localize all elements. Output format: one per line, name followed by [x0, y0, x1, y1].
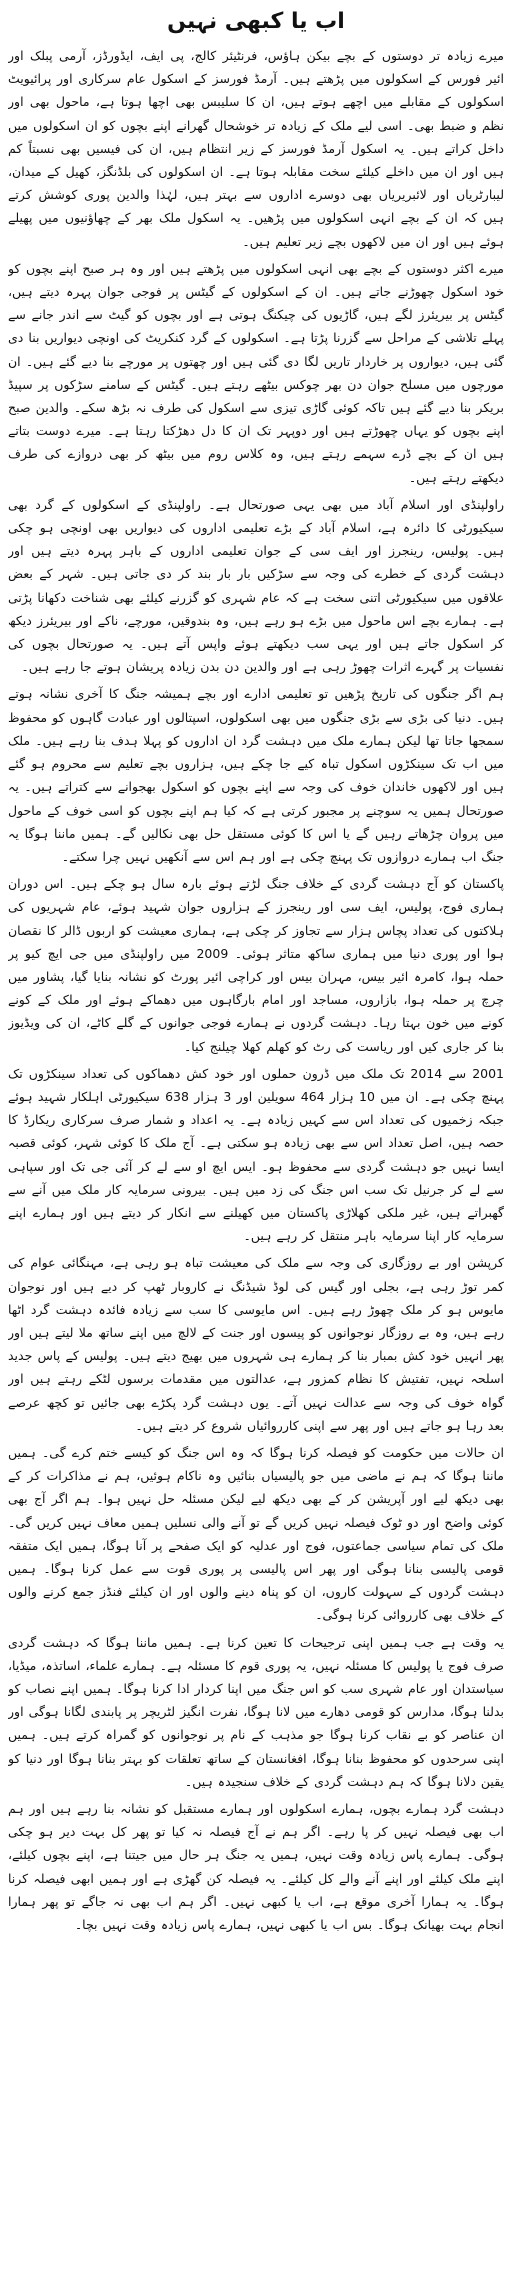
article-body — [8, 44, 504, 2289]
article-headline: اب یا کبھی نہیں — [167, 9, 345, 34]
article-paragraph: 2001 سے 2014 تک ملک میں ڈرون حملوں اور خود کش دھماکوں کی تعداد سینکڑوں تک پہنچ چکی ہے۔ ان میں 10 ہزار 464 سویلین اور 3 ہزار 638 سیکیورٹی اہلکار شہید ہوئے جبکہ زخمیوں کی تعداد اس سے کہیں زیادہ ہے۔ یہ اعداد و شمار صرف سرکاری ریکارڈ کا حصہ ہیں، اصل تعداد اس سے بھی زیادہ ہو سکتی ہے۔ آج ملک کا کوئی شہر، کوئی قصبہ ایسا نہیں جو دہشت گردی سے محفوظ ہو۔ ایس ایچ او سے لے کر آئی جی تک اور سپاہی سے لے کر جرنیل تک سب اس جنگ کی زد میں ہیں۔ بیرونی سرمایہ کار ملک میں آنے سے گھبراتے ہیں، غیر ملکی کھلاڑی پاکستان میں کھیلنے سے انکار کر دیتے ہیں اور ہمارے اپنے سرمایہ کار اپنا سرمایہ باہر منتقل کر رہے ہیں۔ — [8, 1065, 504, 1244]
article-paragraph: میرے اکثر دوستوں کے بچے بھی انہی اسکولوں میں پڑھتے ہیں اور وہ ہر صبح اپنے بچوں کو خود اسکول چھوڑنے جاتے ہیں۔ ان کے اسکولوں کے گیٹس پر فوجی جوان پہرہ دیتے ہیں، گیٹس پر بیریئرز لگے ہیں، گاڑیوں کی چیکنگ ہوتی ہے اور بچوں کو گیٹ سے اندر جانے سے پہلے تلاشی کے مراحل سے گزرنا پڑتا ہے۔ اسکولوں کے گرد کنکریٹ کی اونچی دیواریں بنا دی گئی ہیں، دیواروں پر خاردار تاریں لگا دی گئی ہیں اور چھتوں پر مورچے بنا دیے گئے ہیں۔ ان مورچوں میں مسلح جوان دن بھر چوکس بیٹھے رہتے ہیں۔ گیٹس کے سامنے سڑکوں پر سپیڈ بریکر بنا دیے گئے ہیں تاکہ کوئی گاڑی تیزی سے اسکول کی طرف نہ بڑھ سکے۔ والدین صبح اپنے بچوں کو یہاں چھوڑتے ہیں اور دوپہر تک ان کا دل دھڑکتا رہتا ہے۔ میرے دوست بتاتے ہیں ان کے بچے ڈرے سہمے رہتے ہیں، وہ کلاس روم میں بیٹھ کر بھی دروازے کی طرف دیکھتے رہتے ہیں۔ — [8, 260, 504, 485]
article-paragraph: یہ وقت ہے جب ہمیں اپنی ترجیحات کا تعین کرنا ہے۔ ہمیں ماننا ہوگا کہ دہشت گردی صرف فوج یا پولیس کا مسئلہ نہیں، یہ پوری قوم کا مسئلہ ہے۔ ہمارے علماء، اساتذہ، میڈیا، سیاستدان اور عام شہری سب کو اس جنگ میں اپنا کردار ادا کرنا ہوگا۔ ہمیں اپنے نصاب کو بدلنا ہوگا، مدارس کو قومی دھارے میں لانا ہوگا، نفرت انگیز لٹریچر پر پابندی لگانا ہوگی اور ان عناصر کو بے نقاب کرنا ہوگا جو مذہب کے نام پر نوجوانوں کو گمراہ کرتے ہیں۔ ہمیں اپنی سرحدوں کو محفوظ بنانا ہوگا، افغانستان کے ساتھ تعلقات کو بہتر بنانا ہوگا اور دنیا کو یقین دلانا ہوگا کہ ہم دہشت گردی کے خلاف سنجیدہ ہیں۔ — [8, 1634, 504, 1789]
article-paragraph: میرے زیادہ تر دوستوں کے بچے بیکن ہاؤس، فرنٹیئر کالج، پی ایف، ایڈورڈز، آرمی پبلک اور ائیر فورس کے اسکولوں میں پڑھتے ہیں۔ آرمڈ فورسز کے اسکول عام سرکاری اور پرائیویٹ اسکولوں کے مقابلے میں اچھے ہوتے ہیں، ان کا سلیبس بھی اچھا ہوتا ہے، ماحول بھی اور نظم و ضبط بھی۔ اسی لیے ملک کے زیادہ تر خوشحال گھرانے اپنے بچوں کو ان اسکولوں میں داخل کراتے ہیں۔ یہ اسکول آرمڈ فورسز کے زیر انتظام ہیں، ان کی فیسیں بھی نسبتاً کم ہیں اور ان میں داخلے کیلئے سخت مقابلہ ہوتا ہے۔ ان اسکولوں کی بلڈنگز، کھیل کے میدان، لیبارٹریاں اور لائبریریاں بھی دوسرے اداروں سے بہتر ہیں، لہٰذا والدین پوری کوشش کرتے ہیں کہ ان کے بچے انہی اسکولوں میں پڑھیں۔ یہ اسکول ملک بھر کے چھاؤنیوں میں پھیلے ہوئے ہیں اور ان میں لاکھوں بچے زیر تعلیم ہیں۔ — [8, 48, 504, 249]
article-paragraph: ان حالات میں حکومت کو فیصلہ کرنا ہوگا کہ وہ اس جنگ کو کیسے ختم کرے گی۔ ہمیں ماننا ہوگا کہ ہم نے ماضی میں جو پالیسیاں بنائیں وہ ناکام ہوئیں، ہم نے مذاکرات کر کے بھی دیکھ لیے اور آپریشن کر کے بھی دیکھ لیے لیکن مسئلہ حل نہیں ہوا۔ ہم اگر آج بھی کوئی واضح اور دو ٹوک فیصلہ نہیں کریں گے تو آنے والی نسلیں ہمیں معاف نہیں کریں گی۔ ملک کی تمام سیاسی جماعتوں، فوج اور عدلیہ کو ایک صفحے پر آنا ہوگا، ہمیں ایک متفقہ قومی پالیسی بنانا ہوگی اور پھر اس پالیسی پر پوری قوت سے عمل کرنا ہوگا۔ ہمیں دہشت گردوں کے سہولت کاروں، ان کو پناہ دینے والوں اور ان کیلئے فنڈز جمع کرنے والوں کے خلاف بھی کارروائی کرنا ہوگی۔ — [8, 1444, 504, 1623]
article-paragraph: ہم اگر جنگوں کی تاریخ پڑھیں تو تعلیمی ادارے اور بچے ہمیشہ جنگ کا آخری نشانہ ہوتے ہیں۔ دنیا کی بڑی سے بڑی جنگوں میں بھی اسکولوں، اسپتالوں اور عبادت گاہوں کو محفوظ سمجھا جاتا تھا لیکن ہمارے ملک میں دہشت گرد ان اداروں کو پہلا ہدف بنا رہے ہیں۔ ملک میں اب تک سینکڑوں اسکول تباہ کیے جا چکے ہیں، ہزاروں بچے تعلیم سے محروم ہو گئے ہیں اور لاکھوں خاندان خوف کی وجہ سے اپنے بچوں کو اسکول بھجوانے سے کتراتے ہیں۔ یہ صورتحال ہمیں یہ سوچنے پر مجبور کرتی ہے کہ کیا ہم اپنے بچوں کو اسی خوف کے ماحول میں پروان چڑھاتے رہیں گے یا اس کا کوئی مستقل حل بھی نکالیں گے۔ ہمیں ماننا ہوگا یہ جنگ اب ہمارے دروازوں تک پہنچ چکی ہے اور ہم اس سے آنکھیں نہیں چرا سکتے۔ — [8, 686, 504, 864]
article-paragraph: راولپنڈی اور اسلام آباد میں بھی یہی صورتحال ہے۔ راولپنڈی کے اسکولوں کے گرد بھی سیکیورٹی کا دائرہ ہے، اسلام آباد کے بڑے تعلیمی اداروں کی دیواریں بھی اونچی ہو چکی ہیں۔ پولیس، رینجرز اور ایف سی کے جوان تعلیمی اداروں کے باہر پہرہ دیتے ہیں اور دہشت گردی کے خطرے کی وجہ سے سڑکیں بار بار بند کر دی جاتی ہیں۔ شہر کے بعض علاقوں میں سیکیورٹی اتنی سخت ہے کہ عام شہری کو گزرنے کیلئے بھی شناخت دکھانا پڑتی ہے۔ ہمارے بچے اس ماحول میں بڑے ہو رہے ہیں، وہ بندوقیں، مورچے، ناکے اور بیریئرز دیکھ کر اسکول جاتے ہیں اور یہی سب دیکھتے ہوئے واپس آتے ہیں۔ یہ صورتحال بچوں کی نفسیات پر گہرے اثرات چھوڑ رہی ہے اور والدین دن بدن زیادہ پریشان ہوتے جا رہے ہیں۔ — [8, 496, 504, 675]
article-paragraph: دہشت گرد ہمارے بچوں، ہمارے اسکولوں اور ہمارے مستقبل کو نشانہ بنا رہے ہیں اور ہم اب بھی فیصلہ نہیں کر پا رہے۔ اگر ہم نے آج فیصلہ نہ کیا تو پھر کل بہت دیر ہو چکی ہوگی۔ ہمارے پاس زیادہ وقت نہیں، ہمیں یہ جنگ ہر حال میں جیتنا ہے، اپنے بچوں کیلئے، اپنے ملک کیلئے اور اپنے آنے والے کل کیلئے۔ یہ فیصلہ کن گھڑی ہے اور ہمیں ابھی فیصلہ کرنا ہوگا۔ یہ ہمارا آخری موقع ہے، اب یا کبھی نہیں۔ اگر ہم اب بھی نہ جاگے تو پھر ہمارا انجام بہت بھیانک ہوگا۔ بس اب یا کبھی نہیں، ہمارے پاس زیادہ وقت نہیں بچا۔ — [8, 1801, 504, 1933]
article-paragraph: پاکستان کو آج دہشت گردی کے خلاف جنگ لڑتے ہوئے بارہ سال ہو چکے ہیں۔ اس دوران ہماری فوج، پولیس، ایف سی اور رینجرز کے ہزاروں جوان شہید ہوئے، عام شہریوں کی ہلاکتوں کی تعداد پچاس ہزار سے تجاوز کر چکی ہے، ہماری معیشت کو اربوں ڈالر کا نقصان ہوا اور پوری دنیا میں ہماری ساکھ متاثر ہوئی۔ 2009 میں راولپنڈی میں جی ایچ کیو پر حملہ ہوا، کامرہ ائیر بیس، مہران بیس اور کراچی ائیر پورٹ کو نشانہ بنایا گیا، پشاور میں چرچ پر حملہ ہوا، بازاروں، مساجد اور امام بارگاہوں میں دھماکے ہوئے اور ملک کے کونے کونے میں خون بہتا رہا۔ دہشت گردوں نے ہمارے فوجی جوانوں کے گلے کاٹے، ان کی ویڈیوز بنا کر جاری کیں اور ریاست کی رٹ کو کھلم کھلا چیلنج کیا۔ — [8, 876, 504, 1054]
article-paragraph: کرپشن اور بے روزگاری کی وجہ سے ملک کی معیشت تباہ ہو رہی ہے، مہنگائی عوام کی کمر توڑ رہی ہے، بجلی اور گیس کی لوڈ شیڈنگ نے کاروبار ٹھپ کر دیے ہیں اور نوجوان مایوس ہو کر ملک چھوڑ رہے ہیں۔ اس مایوسی کا سب سے زیادہ فائدہ دہشت گرد اٹھا رہے ہیں، وہ بے روزگار نوجوانوں کو پیسوں اور جنت کے لالچ میں اپنے ساتھ ملا لیتے ہیں اور پھر انہیں خود کش بمبار بنا کر ہمارے ہی شہروں میں بھیج دیتے ہیں۔ پولیس کے پاس جدید اسلحہ نہیں، تفتیش کا نظام کمزور ہے، عدالتوں میں مقدمات برسوں لٹکے رہتے ہیں اور گواہ خوف کی وجہ سے عدالت نہیں آتے۔ یوں دہشت گرد پکڑے بھی جائیں تو کچھ عرصے بعد رہا ہو جاتے ہیں اور پھر سے اپنی کارروائیاں شروع کر دیتے ہیں۔ — [8, 1255, 504, 1433]
